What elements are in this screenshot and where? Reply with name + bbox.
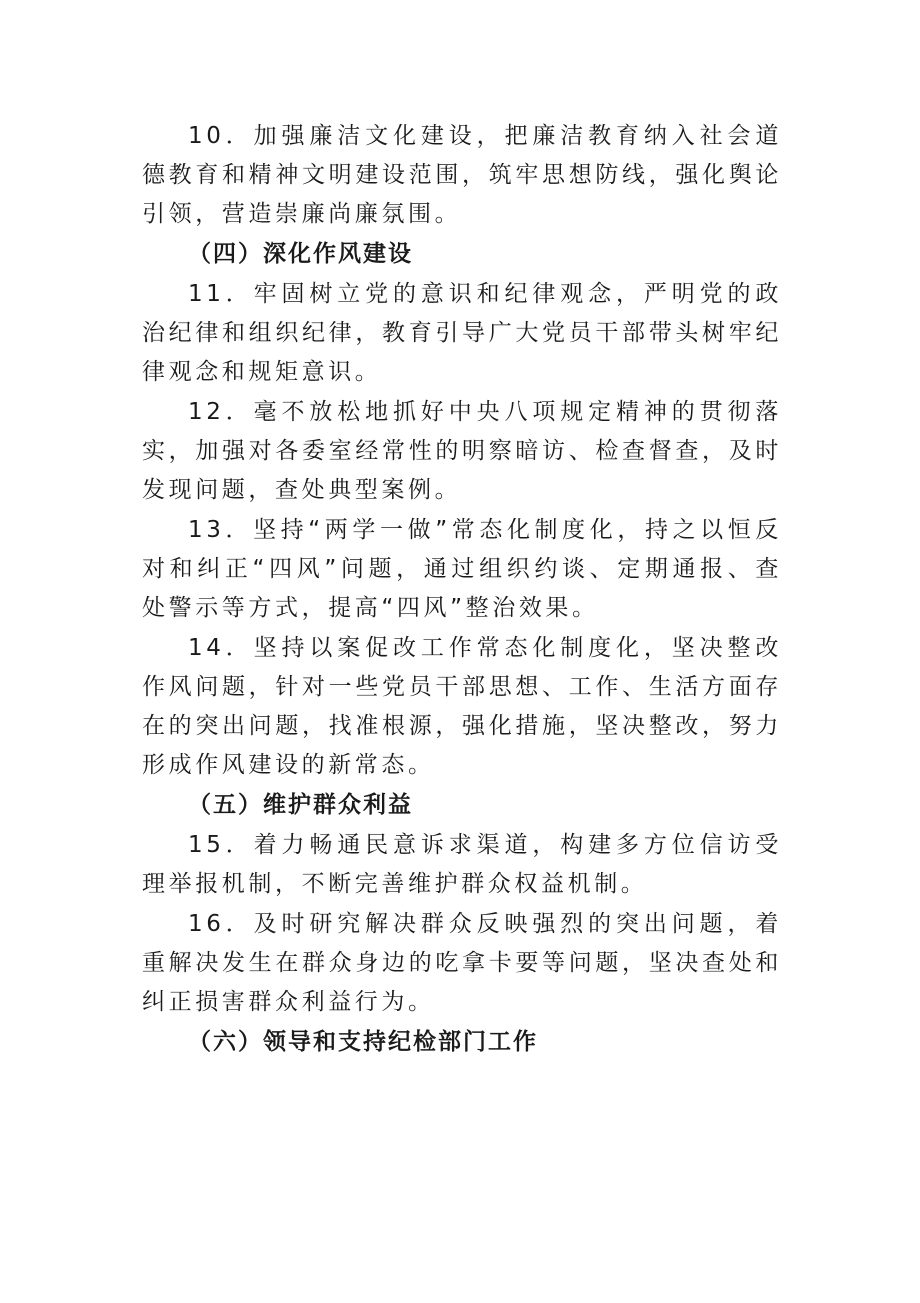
paragraph-13: 13．坚持“两学一做”常态化制度化，持之以恒反对和纠正“四风”问题，通过组织约谈、定期通报、查处警示等方式，提高“四风”整治效果。	[142, 517, 782, 621]
paragraph-11: 11．牢固树立党的意识和纪律观念，严明党的政治纪律和组织纪律，教育引导广大党员干部带头树牢纪律观念和规矩意识。	[142, 281, 782, 385]
section-heading-6: （六）领导和支持纪检部门工作	[188, 1029, 538, 1055]
paragraph-16: 16．及时研究解决群众反映强烈的突出问题，着重解决发生在群众身边的吃拿卡要等问题，坚决查处和纠正损害群众利益行为。	[142, 911, 782, 1015]
section-heading-4: （四）深化作风建设	[188, 241, 413, 267]
paragraph-10: 10．加强廉洁文化建设，把廉洁教育纳入社会道德教育和精神文明建设范围，筑牢思想防线，强化舆论引领，营造崇廉尚廉氛围。	[142, 123, 782, 227]
paragraph-15: 15．着力畅通民意诉求渠道，构建多方位信访受理举报机制，不断完善维护群众权益机制。	[142, 832, 782, 897]
paragraph-12: 12．毫不放松地抓好中央八项规定精神的贯彻落实，加强对各委室经常性的明察暗访、检查督查，及时发现问题，查处典型案例。	[142, 399, 782, 503]
document-body	[142, 117, 782, 1062]
section-heading-5: （五）维护群众利益	[188, 792, 413, 818]
paragraph-14: 14．坚持以案促改工作常态化制度化，坚决整改作风问题，针对一些党员干部思想、工作、生活方面存在的突出问题，找准根源，强化措施，坚决整改，努力形成作风建设的新常态。	[142, 635, 782, 778]
